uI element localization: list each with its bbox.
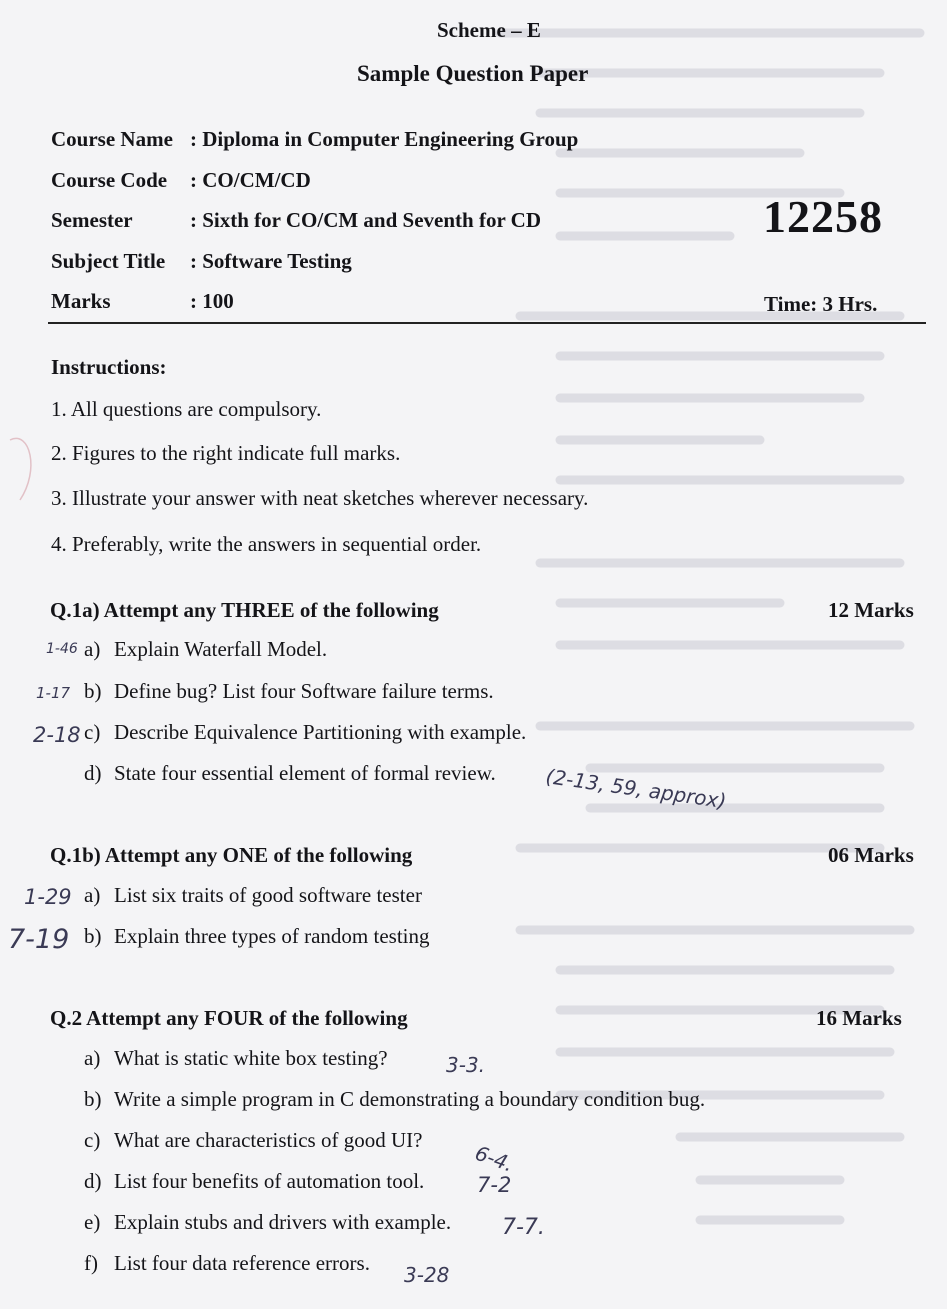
q1a-title: Q.1a) Attempt any THREE of the following <box>50 598 439 622</box>
q1a-marks: 12 Marks <box>828 598 914 622</box>
question-label: b) <box>84 924 102 948</box>
instructions-heading: Instructions: <box>51 355 167 379</box>
course-code: : CO/CM/CD <box>190 168 311 192</box>
question-item <box>84 1210 451 1235</box>
handwritten-note: (2-13, 59, approx) <box>544 764 728 814</box>
paper-code: 12258 <box>763 191 883 242</box>
question-label: d) <box>84 761 102 785</box>
course-name: : Diploma in Computer Engineering Group <box>190 127 579 151</box>
question-text: Define bug? List four Software failure terms. <box>114 679 494 703</box>
course-name-label: Course Name <box>51 127 173 151</box>
question-label: c) <box>84 1128 101 1152</box>
question-text: State four essential element of formal review. <box>114 761 496 785</box>
semester: : Sixth for CO/CM and Seventh for CD <box>190 208 541 232</box>
question-text: Explain three types of random testing <box>114 924 430 948</box>
semester-label: Semester <box>51 208 133 232</box>
handwritten-note: 1-29 <box>24 885 72 909</box>
question-item <box>84 1251 370 1276</box>
question-item <box>84 924 430 949</box>
question-item <box>84 1087 705 1112</box>
paper-title: Sample Question Paper <box>357 61 589 86</box>
q2-title: Q.2 Attempt any FOUR of the following <box>50 1006 408 1030</box>
question-text: Describe Equivalence Partitioning with example. <box>114 720 527 744</box>
instruction-item: 1. All questions are compulsory. <box>51 397 322 421</box>
question-label: a) <box>84 637 101 661</box>
question-label: d) <box>84 1169 102 1193</box>
question-label: a) <box>84 1046 101 1070</box>
handwritten-note: 6-4. <box>471 1140 517 1177</box>
question-text: List four data reference errors. <box>114 1251 370 1275</box>
question-item <box>84 883 422 908</box>
handwritten-note: 3-3. <box>446 1053 486 1077</box>
handwritten-note: 7-7. <box>502 1215 545 1240</box>
question-text: What is static white box testing? <box>114 1046 388 1070</box>
instruction-item: 4. Preferably, write the answers in sequential order. <box>51 532 482 556</box>
question-label: b) <box>84 679 102 703</box>
question-label: b) <box>84 1087 102 1111</box>
subject-label: Subject Title <box>51 249 166 273</box>
question-text: List six traits of good software tester <box>114 883 422 907</box>
question-text: Write a simple program in C demonstrating a boundary condition bug. <box>114 1087 706 1111</box>
scheme-label: Scheme – E <box>437 18 541 42</box>
question-label: f) <box>84 1251 98 1275</box>
header-divider <box>48 322 926 324</box>
question-item <box>84 720 526 745</box>
handwritten-note: 2-18 <box>33 723 81 747</box>
time-allowed: Time: 3 Hrs. <box>764 292 878 316</box>
instruction-item: 3. Illustrate your answer with neat sketches wherever necessary. <box>51 486 589 510</box>
q1b-marks: 06 Marks <box>828 843 914 867</box>
course-code-label: Course Code <box>51 168 168 192</box>
handwritten-note: 3-28 <box>404 1263 450 1287</box>
question-label: c) <box>84 720 101 744</box>
question-label: e) <box>84 1210 101 1234</box>
question-label: a) <box>84 883 101 907</box>
handwritten-note: 7-2 <box>477 1173 512 1197</box>
question-text: Explain stubs and drivers with example. <box>114 1210 452 1234</box>
question-item <box>84 679 494 704</box>
question-item <box>84 761 496 786</box>
marks-label: Marks <box>51 289 111 313</box>
question-item <box>84 1128 422 1153</box>
handwritten-note: 1-17 <box>36 684 71 702</box>
q2-marks: 16 Marks <box>816 1006 902 1030</box>
handwritten-note: 7-19 <box>8 924 70 955</box>
question-text: List four benefits of automation tool. <box>114 1169 425 1193</box>
instruction-item: 2. Figures to the right indicate full marks. <box>51 441 401 465</box>
question-text: What are characteristics of good UI? <box>114 1128 423 1152</box>
total-marks: : 100 <box>190 289 234 313</box>
subject: : Software Testing <box>190 249 352 273</box>
question-item <box>84 1169 424 1194</box>
handwritten-note: 1-46 <box>46 641 78 657</box>
q1b-title: Q.1b) Attempt any ONE of the following <box>50 843 413 867</box>
question-text: Explain Waterfall Model. <box>114 637 328 661</box>
question-item <box>84 1046 388 1071</box>
question-item <box>84 637 327 662</box>
